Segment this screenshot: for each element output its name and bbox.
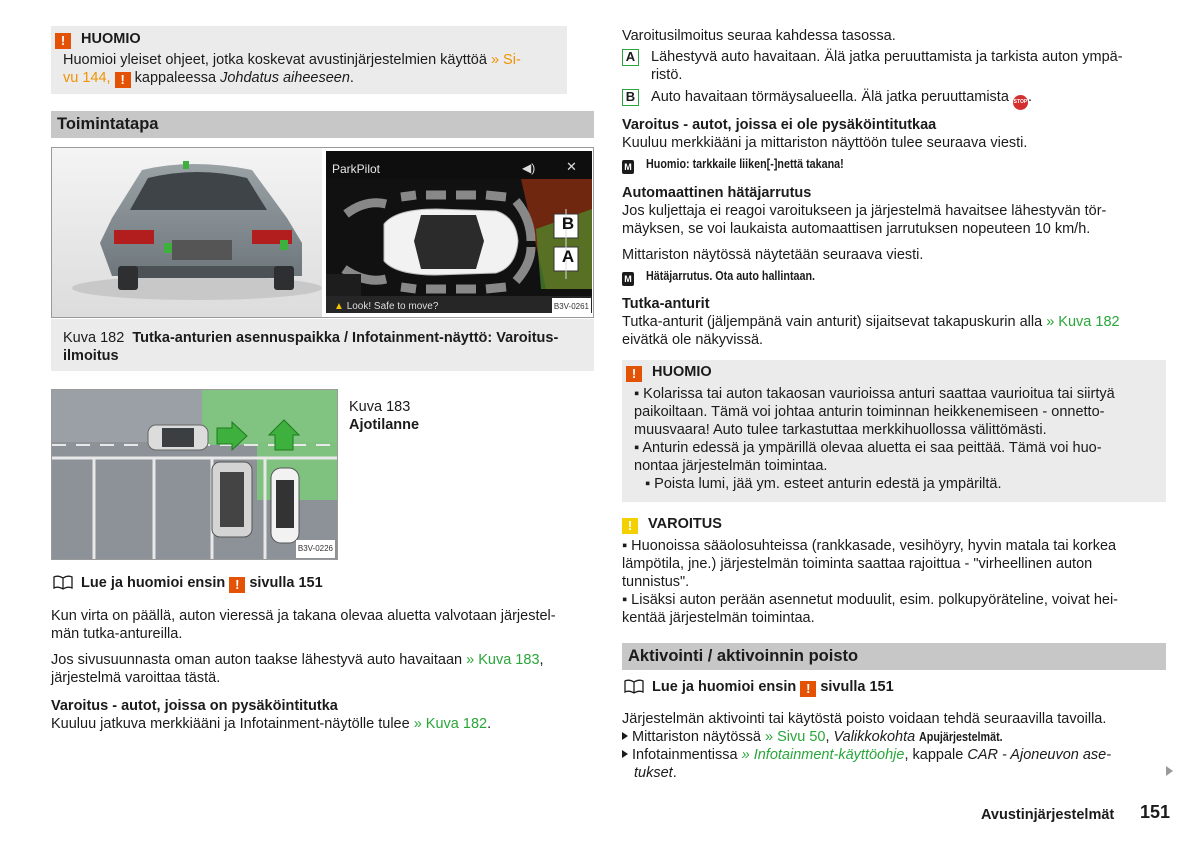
arrow-bullet-icon	[622, 732, 628, 740]
read-first-line: Lue ja huomioi ensin ! sivulla 151	[53, 574, 323, 593]
zone-label-a: A	[561, 247, 575, 266]
figure-183-caption-text: Ajotilanne	[349, 417, 420, 433]
note-2-bullet-1: ▪ Kolarissa tai auton takaosan vaurioissa anturi saattaa vaurioitua tai siirtyä	[634, 386, 1115, 402]
close-icon[interactable]: ✕	[566, 159, 577, 174]
warn-heading: Varoitus - autot, joissa on pysäköintitutka	[51, 698, 338, 714]
item-b: B Auto havaitaan törmäysalueella. Älä jatka peruuttamista STOP.	[622, 88, 1032, 110]
warning-title-row: ! VAROITUS	[622, 515, 722, 534]
screen-warning: ▲ Look! Safe to move?	[334, 301, 439, 312]
page-number: 151	[1140, 802, 1171, 822]
link-kuva-182[interactable]: » Kuva 182	[413, 716, 488, 732]
note-2-bullet-2-l2: nontaa järjestelmän toimintaa.	[634, 458, 828, 474]
text-radar-1: Tutka-anturit (jäljempänä vain anturit) sijaitsevat takapuskurin alla » Kuva 182	[622, 314, 1120, 330]
link-sivu-50[interactable]: » Sivu 50	[764, 729, 826, 745]
note-2-bullet-2: ▪ Anturin edessä ja ympärillä olevaa aluetta ei saa peittää. Tämä voi huo-	[634, 440, 1102, 456]
display-message-2: M Hätäjarrutus. Ota auto hallintaan.	[622, 267, 843, 286]
section-heading-toimintatapa: Toimintatapa	[51, 111, 594, 138]
screen-title: ParkPilot	[332, 162, 381, 176]
link-kuva-183[interactable]: » Kuva 183	[466, 652, 540, 668]
para-2-line2: järjestelmä varoittaa tästä.	[51, 670, 221, 686]
infotainment-screen	[326, 151, 592, 313]
speaker-icon[interactable]: ◀)	[522, 161, 536, 175]
instrument-display-icon: M	[622, 160, 634, 174]
figure-182	[51, 147, 594, 318]
note-text-line2: vu 144, ! kappaleessa Johdatus aiheeseen.	[63, 70, 354, 87]
note-2-subbullet: ▪ Poista lumi, jää ym. esteet anturin edestä ja ympäriltä.	[645, 476, 1002, 492]
exclamation-icon: !	[626, 366, 642, 382]
heading-no-radar: Varoitus - autot, joissa ei ole pysäköintitutkaa	[622, 117, 937, 133]
list-item-2-cont: tukset.	[634, 765, 677, 781]
intro-text: Varoitusilmoitus seuraa kahdessa tasossa.	[622, 28, 896, 44]
parking-sensor-graphic	[326, 179, 592, 309]
zone-label-b: B	[561, 214, 575, 233]
figure-182-caption-line2: ilmoitus	[63, 348, 119, 364]
warning-bullet-2: ▪ Lisäksi auton perään asennetut moduulit, esim. polkupyöräteline, voivat hei-	[622, 592, 1119, 608]
note-2-title-row: ! HUOMIO	[626, 363, 712, 382]
figure-183	[51, 389, 338, 560]
heading-emergency-brake: Automaattinen hätäjarrutus	[622, 185, 812, 201]
warning-bullet-2-l2: kentää järjestelmän toimintaa.	[622, 610, 815, 626]
figure-182-caption-line1: Kuva 182 Tutka-anturien asennuspaikka / Infotainment-näyttö: Varoitus-	[63, 330, 559, 346]
text-emergency-2: mäyksen, se voi laukaista automaattisen jarrutuksen nopeuteen 10 km/h.	[622, 221, 1091, 237]
car-rear-illustration	[52, 148, 322, 317]
item-a-cont: ristö.	[651, 67, 683, 83]
display-message-1: M Huomio: tarkkaile liiken[-]nettä takana!	[622, 155, 876, 174]
list-item-2: Infotainmentissa » Infotainment-käyttöohje, kappale CAR - Ajoneuvon ase-	[622, 746, 1111, 764]
book-icon	[624, 679, 644, 694]
para-1-line2: män tutka-antureilla.	[51, 626, 183, 642]
text-emergency-1: Jos kuljettaja ei reagoi varoitukseen ja järjestelmä havaitsee lähestyvän tör-	[622, 203, 1107, 219]
item-a: A Lähestyvä auto havaitaan. Älä jatka peruuttamista ja tarkista auton ympä-	[622, 48, 1123, 66]
text-radar-2: eivätkä ole näkyvissä.	[622, 332, 764, 348]
link-kuva-182[interactable]: » Kuva 182	[1046, 314, 1120, 330]
label-b-box: B	[622, 89, 639, 106]
para-2-line1: Jos sivusuunnasta oman auton taakse lähestyvä auto havaitaan » Kuva 183,	[51, 652, 544, 668]
warning-bullet-1-l2: lämpötila, jne.) järjestelmän toiminta saattaa rajoittua - "virheellinen auton	[622, 556, 1093, 572]
next-page-arrow-icon[interactable]	[1166, 766, 1173, 776]
heading-radar-sensors: Tutka-anturit	[622, 296, 710, 312]
label-a-box: A	[622, 49, 639, 66]
book-icon	[53, 575, 73, 590]
exclamation-icon: !	[622, 518, 638, 534]
warning-bullet-1-l3: tunnistus".	[622, 574, 690, 590]
note-2-bullet-1-l2: paikoiltaan. Tämä voi johtaa anturin toiminnan heikkenemiseen - onnetto-	[634, 404, 1105, 420]
instrument-display-icon: M	[622, 272, 634, 286]
figure-code: B3V-0261	[552, 298, 591, 316]
note-title: HUOMIO	[81, 31, 141, 47]
note-2-bullet-1-l3: muusvaara! Auto tulee tarkastuttaa merkkihuollossa välittömästi.	[634, 422, 1047, 438]
activation-text: Järjestelmän aktivointi tai käytöstä poisto voidaan tehdä seuraavilla tavoilla.	[622, 711, 1107, 727]
note-link-page[interactable]: » Si-	[490, 52, 521, 68]
list-item-1: Mittariston näytössä » Sivu 50, Valikkokohta Apujärjestelmät.	[622, 728, 1017, 746]
link-infotainment-manual[interactable]: » Infotainment-käyttöohje	[741, 747, 905, 763]
parking-situation-illustration	[52, 390, 338, 560]
read-first-line-2: Lue ja huomioi ensin ! sivulla 151	[624, 678, 894, 697]
note-title-row	[55, 30, 141, 49]
exclamation-icon: !	[800, 681, 816, 697]
arrow-bullet-icon	[622, 750, 628, 758]
exclamation-icon: !	[229, 577, 245, 593]
text-emergency-3: Mittariston näytössä näytetään seuraava viesti.	[622, 247, 924, 263]
warning-triangle-icon: ▲	[334, 301, 344, 312]
section-heading-activation: Aktivointi / aktivoinnin poisto	[622, 643, 1166, 670]
note-link-page-cont[interactable]: vu 144,	[63, 70, 111, 86]
exclamation-icon: !	[55, 33, 71, 49]
figure-code: B3V-0226	[296, 540, 335, 558]
note-text: Huomioi yleiset ohjeet, jotka koskevat avustinjärjestelmien käyttöä » Si-	[63, 52, 521, 68]
text-no-radar: Kuuluu merkkiääni ja mittariston näyttöön tulee seuraava viesti.	[622, 135, 1028, 151]
exclamation-icon: !	[115, 72, 131, 88]
para-1-line1: Kun virta on päällä, auton vieressä ja takana olevaa aluetta valvotaan järjestel-	[51, 608, 556, 624]
stop-icon: STOP	[1013, 95, 1028, 110]
warn-text: Kuuluu jatkuva merkkiääni ja Infotainment-näytölle tulee » Kuva 182.	[51, 716, 492, 732]
warning-bullet-1: ▪ Huonoissa sääolosuhteissa (rankkasade, vesihöyry, hyvin matala tai korkea	[622, 538, 1117, 554]
footer-chapter: Avustinjärjestelmät	[981, 807, 1115, 823]
figure-183-caption-num: Kuva 183	[349, 399, 411, 415]
